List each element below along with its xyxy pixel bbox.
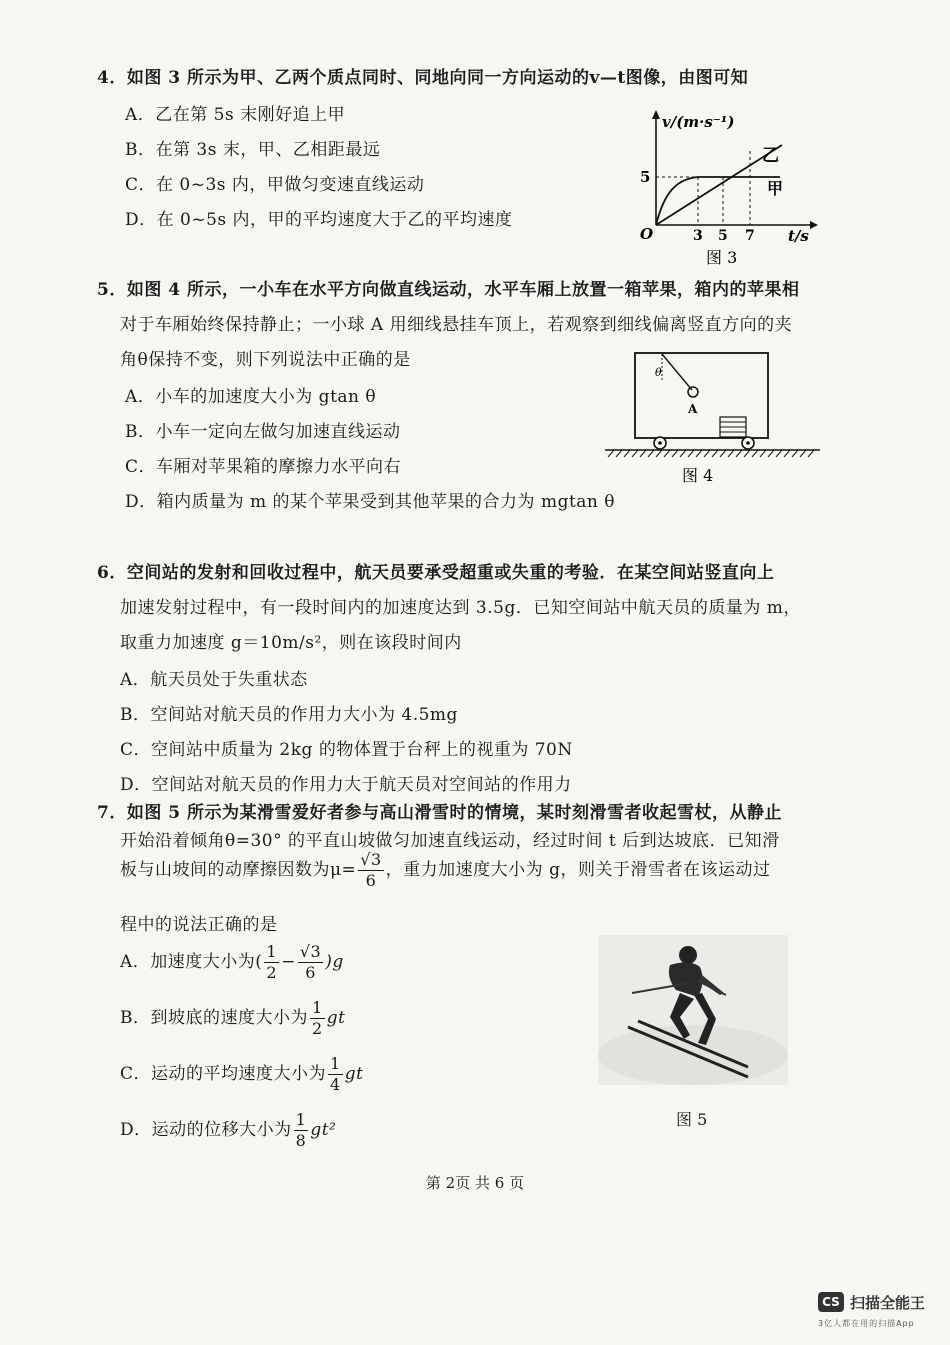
graph-x-tick-5: 5 bbox=[718, 228, 728, 244]
jia-curve bbox=[656, 177, 780, 225]
q4-option-c: C．在 0~3s 内，甲做匀变速直线运动 bbox=[125, 175, 425, 195]
graph-origin: O bbox=[640, 225, 654, 243]
q6-option-d: D．空间站对航天员的作用力大于航天员对空间站的作用力 bbox=[120, 775, 572, 795]
q7-option-d bbox=[120, 1110, 336, 1151]
figure-4-caption: 图 4 bbox=[682, 466, 714, 485]
q7-b-pre: B．到坡底的速度大小为 bbox=[120, 1008, 308, 1028]
q7-b-num: 1 bbox=[312, 998, 323, 1017]
wheel-hub bbox=[658, 441, 662, 445]
q7-d-den: 8 bbox=[295, 1131, 307, 1150]
wheel-hub bbox=[746, 441, 750, 445]
q6-stem-line1: 6．空间站的发射和回收过程中，航天员要承受超重或失重的考验．在某空间站竖直向上 bbox=[97, 563, 775, 583]
q6-stem-line2: 加速发射过程中，有一段时间内的加速度达到 3.5g．已知空间站中航天员的质量为 m， bbox=[120, 598, 801, 618]
q5-option-a: A．小车的加速度大小为 gtan θ bbox=[125, 387, 377, 407]
q5-stem-line3: 角θ保持不变，则下列说法中正确的是 bbox=[120, 350, 411, 370]
q7-b-frac bbox=[310, 998, 325, 1039]
q5-option-c: C．车厢对苹果箱的摩擦力水平向右 bbox=[125, 457, 402, 477]
q7-a-frac1-num: 1 bbox=[266, 942, 278, 961]
q7-a-frac1-den: 2 bbox=[266, 963, 278, 982]
q7-a-post: )g bbox=[325, 952, 344, 972]
q7-a-frac2-den: 6 bbox=[305, 963, 316, 982]
mu-den: 6 bbox=[365, 871, 377, 890]
camscanner-name: 扫描全能王 bbox=[850, 1294, 926, 1312]
q7-c-den: 4 bbox=[330, 1075, 341, 1094]
ball-label: A bbox=[688, 402, 698, 416]
q7-b-den: 2 bbox=[312, 1019, 323, 1038]
q7-a-pre: A．加速度大小为( bbox=[120, 952, 263, 972]
q6-option-a: A．航天员处于失重状态 bbox=[120, 670, 308, 690]
graph-ylabel: v/(m·s⁻¹) bbox=[662, 113, 735, 131]
camscanner-logo-icon: CS bbox=[818, 1292, 844, 1312]
q5-option-d: D．箱内质量为 m 的某个苹果受到其他苹果的合力为 mgtan θ bbox=[125, 492, 616, 512]
q7-c-post: gt bbox=[344, 1064, 364, 1084]
q4-option-d: D．在 0~5s 内，甲的平均速度大于乙的平均速度 bbox=[125, 210, 513, 230]
q7-c-pre: C．运动的平均速度大小为 bbox=[120, 1064, 327, 1084]
graph-y-tick-5: 5 bbox=[640, 168, 651, 186]
q7-d-post: gt² bbox=[310, 1120, 337, 1140]
page-footer: 第 2页 共 6 页 bbox=[425, 1174, 525, 1192]
graph-label-jia: 甲 bbox=[767, 179, 784, 198]
q7-a-frac1 bbox=[264, 942, 279, 983]
q7-b-post: gt bbox=[326, 1008, 346, 1028]
y-axis-arrow bbox=[652, 110, 660, 119]
q7-a-frac2-num: √3 bbox=[299, 942, 322, 961]
figure-5-skier-photo bbox=[598, 935, 788, 1085]
q6-stem-line3: 取重力加速度 g＝10m/s²，则在该段时间内 bbox=[120, 633, 462, 653]
q7-option-a bbox=[120, 942, 344, 983]
q4-option-b: B．在第 3s 末，甲、乙相距最远 bbox=[125, 140, 381, 160]
q7-a-minus: − bbox=[281, 952, 296, 972]
q5-stem-line2: 对于车厢始终保持静止；一小球 A 用细线悬挂车顶上，若观察到细线偏离竖直方向的夹 bbox=[120, 315, 793, 335]
q6-option-b: B．空间站对航天员的作用力大小为 4.5mg bbox=[120, 705, 458, 725]
q7-stem-line3 bbox=[120, 850, 770, 891]
figure-3-vt-graph bbox=[630, 105, 820, 270]
skier-head bbox=[679, 946, 697, 964]
figure-4-cart bbox=[600, 345, 825, 490]
q4-option-a: A．乙在第 5s 末刚好追上甲 bbox=[125, 105, 346, 125]
q7-option-b bbox=[120, 998, 345, 1039]
q7-d-frac bbox=[294, 1110, 309, 1151]
graph-label-yi: 乙 bbox=[762, 146, 779, 166]
q7-a-frac2 bbox=[298, 942, 323, 983]
camscanner-tagline: 3亿人都在用的扫描App bbox=[818, 1319, 915, 1328]
q7-c-frac bbox=[328, 1054, 343, 1095]
q6-option-c: C．空间站中质量为 2kg 的物体置于台秤上的视重为 70N bbox=[120, 740, 573, 760]
graph-x-tick-3: 3 bbox=[693, 228, 703, 244]
q5-stem-line1: 5．如图 4 所示，一小车在水平方向做直线运动，水平车厢上放置一箱苹果，箱内的苹果相 bbox=[97, 280, 800, 300]
figure-3-caption: 图 3 bbox=[706, 248, 738, 267]
graph-x-tick-7: 7 bbox=[745, 228, 755, 244]
q4-stem: 4．如图 3 所示为甲、乙两个质点同时、同地向同一方向运动的v—t图像，由图可知 bbox=[97, 68, 749, 88]
ball-a bbox=[688, 387, 698, 397]
ground-hatching bbox=[608, 450, 814, 457]
mu-num: √3 bbox=[360, 850, 382, 869]
q7-d-num: 1 bbox=[295, 1110, 307, 1129]
q7-line3-post: ，重力加速度大小为 g，则关于滑雪者在该运动过 bbox=[385, 860, 771, 880]
q7-stem-line4: 程中的说法正确的是 bbox=[120, 915, 278, 935]
theta-label: θ bbox=[655, 366, 662, 379]
figure-5-caption: 图 5 bbox=[676, 1110, 708, 1129]
q7-stem-line1: 7．如图 5 所示为某滑雪爱好者参与高山滑雪时的情境，某时刻滑雪者收起雪杖，从静止 bbox=[97, 803, 782, 823]
q7-stem-line2: 开始沿着倾角θ=30° 的平直山坡做匀加速直线运动，经过时间 t 后到达坡底．已知滑 bbox=[120, 831, 780, 851]
q7-option-c bbox=[120, 1054, 363, 1095]
mu-fraction bbox=[358, 850, 383, 891]
q7-c-num: 1 bbox=[330, 1054, 341, 1073]
graph-xlabel: t/s bbox=[788, 227, 809, 245]
string bbox=[662, 354, 692, 390]
q7-d-pre: D．运动的位移大小为 bbox=[120, 1120, 292, 1140]
x-axis-arrow bbox=[810, 221, 818, 229]
q5-option-b: B．小车一定向左做匀加速直线运动 bbox=[125, 422, 401, 442]
q7-line3-pre: 板与山坡间的动摩擦因数为μ= bbox=[120, 860, 357, 880]
